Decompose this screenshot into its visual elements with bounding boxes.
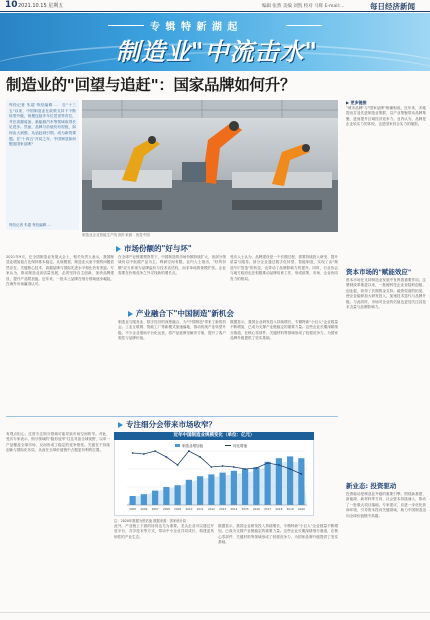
growth-point bbox=[199, 456, 201, 458]
factory-photo bbox=[82, 100, 338, 232]
section-banner bbox=[0, 13, 430, 71]
legend-swatch-bar bbox=[175, 444, 180, 447]
sidebar-text-2: 资本市场在支持制造业发展中发挥着重要作用。注册制改革推进以来，一批硬科技企业登陆科创板、创业板，获得了长期资金支持。融资渠道的拓宽，使企业能够加大研发投入，加速技术迭代与品牌升级。与此同时，市场对企业的估值也更加关注其技术含量与品牌影响力。 bbox=[346, 278, 426, 310]
chart-bar bbox=[253, 467, 259, 505]
x-tick-label: 2015 bbox=[241, 507, 249, 511]
page-date: 2021.10.15 星期五 bbox=[18, 3, 64, 9]
growth-point bbox=[300, 473, 302, 475]
x-tick-label: 2020 bbox=[297, 507, 305, 511]
chart-title: 近年中国制造业规模变化（单位：亿元） bbox=[114, 432, 314, 440]
chart-bar bbox=[287, 456, 293, 505]
x-tick-label: 2019 bbox=[286, 507, 294, 511]
intro-text: 每经记者 朱超 每经编辑 ... 自"十三五"以来，中国制造业在政策支持下不断转型升级，规模连续多年位居世界首位，并在高端装备、新能源汽车等领域取得长足进步。然而，品牌与价值仍有短板，如何由大到强、从追赶到引领，成为新的课题。在"十四五"开局之年，中国制造如何锻造国家品牌？ bbox=[9, 103, 76, 147]
subhead-industry-fusion bbox=[128, 308, 234, 319]
sidebar-heading-investment: 新业态: 投资驱动 bbox=[346, 482, 397, 490]
banner-headline: 制造业"中流击水" bbox=[116, 37, 319, 66]
x-tick-label: 2013 bbox=[219, 507, 227, 511]
sidebar-text-1: "城市品牌"与"国家品牌"相辅相成。近年来，多地提出打造先进制造业集群，以产业集聚带动品牌集聚，进而提升区域经济竞争力。业内认为，品牌是企业软实力的体现，也是国家综合实力的缩影。 bbox=[346, 106, 426, 127]
body-column-2-lower: 此外，产业链上下游的协同也尤为重要。龙头企业可以通过开放平台、共享技术等方式，带动中小企业共同成长，构建更具韧性的产业生态。 bbox=[114, 524, 214, 539]
top-header-bar bbox=[0, 0, 430, 12]
x-tick-label: 2011 bbox=[196, 507, 204, 511]
chart-bar bbox=[152, 491, 158, 505]
body-column-3-top: 受访人士认为，品牌建设是一个长期过程，需要持续投入研发、提升质量与服务。部分企业通过数字化转型、智能制造，实现了由"制造"向"智造"的转变，也带动了品牌影响力的提升。同时，行业协会与地方政府也在积极推动品牌培育工作，形成政策、市场、企业协同发力的格局。 bbox=[230, 255, 338, 281]
page-bottom-rule bbox=[0, 612, 430, 613]
x-tick-label: 2007 bbox=[151, 507, 159, 511]
chart-container bbox=[114, 432, 314, 516]
growth-point bbox=[188, 450, 190, 452]
kicker-line-left bbox=[108, 25, 144, 26]
growth-point bbox=[255, 467, 257, 469]
subhead-text: 产业融合下"中国制造"新机会 bbox=[136, 309, 234, 318]
sidebar-text-3: 投资驱动是制造业升级的重要引擎。围绕新基建、新能源、新材料等方向，社会资本持续涌入，推动了一批重大项目落地。专家建议，应进一步优化营商环境，引导资本投向关键领域，助力中国制造迈向全球价值链中高端。 bbox=[346, 492, 426, 518]
body-column-2-mid: 制造业与服务业、数字经济的深度融合，为"中国制造"带来了新的机会。工业互联网、智能工厂等新模式加速落地，推动传统产业转型升级。不少企业借助平台化运营，将产品延伸至解决方案，提升了客户黏性与品牌价值。 bbox=[118, 320, 226, 341]
subhead-text: 市场份额的"好与坏" bbox=[124, 244, 192, 253]
growth-point bbox=[165, 456, 167, 458]
x-tick-label: 2010 bbox=[185, 507, 193, 511]
x-tick-label: 2006 bbox=[140, 507, 148, 511]
body-column-3-lower: 数据显示，我国企业研发投入持续增长，专精特新"小巨人"企业数量不断增加，已成为支撑产业链稳定的重要力量。这些企业长期深耕细分赛道，在核心零部件、关键材料等领域形成了较强竞争力，为国家品牌升级提供了坚实基础。 bbox=[218, 524, 338, 545]
subhead-niche-focus bbox=[118, 419, 216, 430]
growth-point bbox=[244, 468, 246, 470]
growth-point bbox=[154, 450, 156, 452]
chart-bar bbox=[220, 473, 226, 505]
x-tick-label: 2016 bbox=[252, 507, 260, 511]
editor-credits: 编辑 张然 美编 刘凯 校对 马辉 E-mail:... bbox=[262, 4, 345, 9]
photo-caption: 制造业企业智能生产线 图片来源：视觉中国 bbox=[82, 233, 150, 237]
triangle-bullet-icon bbox=[128, 311, 133, 317]
x-tick-label: 2014 bbox=[230, 507, 238, 511]
chart-bar bbox=[298, 458, 304, 505]
sidebar-heading-capital: 资本市场的"赋能效应" bbox=[346, 268, 412, 276]
article-intro-box bbox=[6, 100, 79, 230]
growth-point bbox=[289, 468, 291, 470]
triangle-bullet-icon bbox=[118, 422, 123, 428]
triangle-bullet-icon bbox=[116, 246, 121, 252]
growth-point bbox=[233, 466, 235, 468]
growth-point bbox=[132, 452, 134, 454]
chart-bar bbox=[208, 474, 214, 505]
section-divider bbox=[6, 416, 338, 417]
subhead-text: 专注细分会带来市场收窄？ bbox=[126, 420, 216, 429]
newspaper-name: 每日经济新闻 bbox=[370, 2, 415, 11]
growth-point bbox=[143, 453, 145, 455]
legend-label: 同比增速 bbox=[233, 444, 247, 448]
growth-point bbox=[278, 464, 280, 466]
manufacturing-chart bbox=[115, 433, 315, 517]
chart-bar bbox=[141, 494, 147, 505]
growth-point bbox=[210, 466, 212, 468]
growth-point bbox=[267, 462, 269, 464]
body-column-1-lower: 有观点担心，过度专注细分领域可能导致市场空间收窄。对此，受访专家表示，细分领域的"隐形冠军"往往具备全球视野，以单一产品覆盖全球市场，反而形成了稳定的竞争壁垒。关键在于持续创新与国际化布局，从而在全球价值链中占据更有利的位置。 bbox=[6, 432, 110, 453]
article-title: 制造业的"回望与追赶"：国家品牌如何升？ bbox=[6, 76, 296, 94]
chart-bar bbox=[175, 485, 181, 505]
chart-bar bbox=[163, 487, 169, 505]
chart-bar bbox=[242, 469, 248, 505]
growth-point bbox=[222, 465, 224, 467]
chart-bar bbox=[197, 476, 203, 505]
body-column-3-mid: 数据显示，我国企业研发投入持续增长，专精特新"小巨人"企业数量不断增加，已成为支撑产业链稳定的重要力量。这些企业长期深耕细分赛道，在核心零部件、关键材料等领域形成了较强竞争力，为国家品牌升级提供了坚实基础。 bbox=[230, 320, 338, 341]
factory-robot-illustration bbox=[82, 100, 338, 232]
x-tick-label: 2017 bbox=[264, 507, 272, 511]
chart-bar bbox=[231, 471, 237, 505]
chart-source-note: 注：2020年数据为预估值 数据来源：国家统计局 bbox=[114, 519, 187, 523]
growth-point bbox=[177, 464, 179, 466]
sidebar-column bbox=[346, 100, 426, 610]
banner-kicker: 专 辑 特 新 湖 起 bbox=[150, 22, 239, 33]
body-column-1: 2021年9月，在全国制造业发展大会上，相关负责人表示，我国制造业增加值占比保持基本稳定。从规模看，制造业大而不强的问题依然存在，关键核心技术、高端品牌与国际先进水平相比仍有差距。专家认为，推动制造业高质量发展，必须坚持自主创新，加快品牌建设，提升产品附加值。近年来，一批本土品牌在细分领域逐步崛起，在海外市场赢得认可。 bbox=[6, 255, 114, 287]
x-tick-label: 2018 bbox=[275, 507, 283, 511]
x-tick-label: 2012 bbox=[207, 507, 215, 511]
subhead-market-share bbox=[116, 243, 192, 254]
body-column-2-top: 在全球产业链重塑背景下，中国制造的市场份额持续扩大，但部分领域仍以中低端产品为主，利润空间有限。业内人士指出，"好的份额"应当体现为品牌溢价与技术话语权，而非单纯的规模扩张。企业需要在价格竞争之外寻找新的增长点。 bbox=[118, 255, 226, 276]
chart-bar bbox=[130, 496, 136, 505]
legend-label: 制造业增加值 bbox=[182, 444, 203, 448]
x-tick-label: 2008 bbox=[162, 507, 170, 511]
page-number: 10 bbox=[5, 0, 18, 10]
chart-bar bbox=[265, 462, 271, 505]
sidebar-label: ▶ 更多链接 bbox=[346, 100, 367, 105]
kicker-line-right bbox=[286, 25, 322, 26]
chart-bar bbox=[186, 480, 192, 505]
x-tick-label: 2009 bbox=[174, 507, 182, 511]
x-tick-label: 2005 bbox=[129, 507, 137, 511]
intro-byline: 每经记者 朱超 每经编辑 ... bbox=[9, 223, 51, 227]
